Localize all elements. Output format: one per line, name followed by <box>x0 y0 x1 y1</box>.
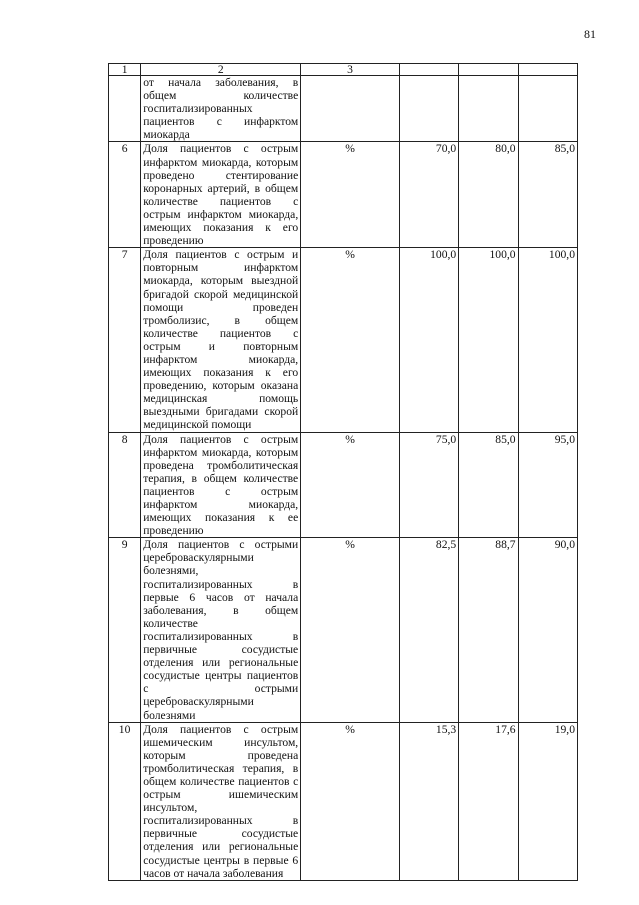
value-year-1-cell: 100,0 <box>399 248 458 432</box>
unit-cell: % <box>301 432 400 538</box>
indicator-name-cell: Доля пациентов с острым инфарктом миокарда, которым проведено стентирование коронарных артерий, в общем количестве пациентов с острым инфарктом миокарда, имеющих показания к его проведению <box>141 142 301 248</box>
unit-cell: % <box>301 538 400 722</box>
value-year-3-cell: 95,0 <box>518 432 577 538</box>
row-number-cell <box>109 76 141 142</box>
table-row <box>109 248 578 432</box>
row-number-cell: 7 <box>109 248 141 432</box>
unit-cell: % <box>301 142 400 248</box>
value-year-2-cell: 100,0 <box>459 248 518 432</box>
value-year-1-cell: 70,0 <box>399 142 458 248</box>
value-year-3-cell <box>518 76 577 142</box>
page-number: 81 <box>584 27 596 41</box>
value-year-2-cell: 85,0 <box>459 432 518 538</box>
value-year-3-cell: 100,0 <box>518 248 577 432</box>
table-row <box>109 142 578 248</box>
indicators-table <box>108 63 578 881</box>
row-number-cell: 9 <box>109 538 141 722</box>
indicator-name-cell: Доля пациентов с острым инфарктом миокарда, которым проведена тромболитическая терапия, в общем количестве пациентов с острым инфарктом миокарда, имеющих показания к ее проведению <box>141 432 301 538</box>
table-body <box>109 64 578 881</box>
row-number-cell: 10 <box>109 722 141 880</box>
table-header-row <box>109 64 578 76</box>
unit-cell <box>301 76 400 142</box>
table-row <box>109 722 578 880</box>
indicator-name-cell: Доля пациентов с острым ишемическим инсультом, которым проведена тромболитическая терапия, в общем количестве пациентов с острым ишемическим инсультом, госпитализированных в первичные сосудистые отделения или региональные сосудистые центры в первые 6 часов от начала заболевания <box>141 722 301 880</box>
value-year-2-cell: 17,6 <box>459 722 518 880</box>
indicator-name-cell: от начала заболевания, в общем количестве госпитализированных пациентов с инфарктом миокарда <box>141 76 301 142</box>
row-number-cell: 6 <box>109 142 141 248</box>
value-year-3-cell: 19,0 <box>518 722 577 880</box>
header-col-4 <box>399 64 458 76</box>
value-year-2-cell <box>459 76 518 142</box>
table-row <box>109 432 578 538</box>
indicator-name-cell: Доля пациентов с острым и повторным инфарктом миокарда, которым выездной бригадой скорой медицинской помощи проведен тромболизис, в общем количестве пациентов с острым и повторным инфарктом миокарда, имеющих показания к его проведению, которым оказана медицинская помощь выездными бригадами скорой медицинской помощи <box>141 248 301 432</box>
value-year-1-cell: 15,3 <box>399 722 458 880</box>
value-year-2-cell: 80,0 <box>459 142 518 248</box>
value-year-3-cell: 85,0 <box>518 142 577 248</box>
value-year-1-cell: 82,5 <box>399 538 458 722</box>
row-number-cell: 8 <box>109 432 141 538</box>
value-year-3-cell: 90,0 <box>518 538 577 722</box>
unit-cell: % <box>301 722 400 880</box>
header-col-5 <box>459 64 518 76</box>
table-row <box>109 538 578 722</box>
header-col-6 <box>518 64 577 76</box>
unit-cell: % <box>301 248 400 432</box>
table-row <box>109 76 578 142</box>
value-year-2-cell: 88,7 <box>459 538 518 722</box>
indicator-name-cell: Доля пациентов с острыми цереброваскулярными болезнями, госпитализированных в первые 6 часов от начала заболевания, в общем количестве госпитализированных в первичные сосудистые отделения или региональные сосудистые центры пациентов с острыми цереброваскулярными болезнями <box>141 538 301 722</box>
value-year-1-cell <box>399 76 458 142</box>
header-col-3: 3 <box>301 64 400 76</box>
header-col-2: 2 <box>141 64 301 76</box>
value-year-1-cell: 75,0 <box>399 432 458 538</box>
header-col-1: 1 <box>109 64 141 76</box>
